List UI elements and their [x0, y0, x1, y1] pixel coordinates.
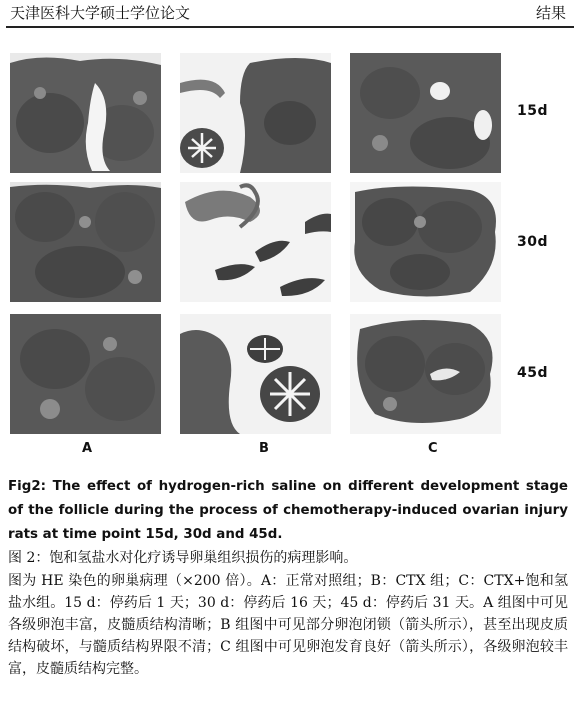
- micrograph-b-15d: [180, 53, 331, 173]
- column-label-b: B: [259, 441, 269, 456]
- micrograph-c-45d: [350, 314, 501, 434]
- micrograph-a-45d: [10, 314, 161, 434]
- micrograph-a-30d: [10, 182, 161, 302]
- figure-caption-chinese-body: 图为 HE 染色的卵巢病理（×200 倍）。A：正常对照组；B：CTX 组；C：CTX+饱和氢盐水组。15 d：停药后 1 天；30 d：停药后 16 天；45 d：停药后 31 天。A 组图中可见各级卵泡丰富，皮髓质结构清晰；B 组图中可见部分卵泡闭锁（箭头所示），甚至出现皮质结构破坏，与髓质结构界限不清；C 组图中可见卵泡发育良好（箭头所示），各级卵泡较丰富，皮髓质结构完整。: [8, 573, 568, 677]
- micrograph-c-15d: [350, 53, 501, 173]
- running-header: [6, 0, 574, 28]
- row-label-30d: 30d: [517, 234, 549, 250]
- header-section-title: 结果: [535, 4, 566, 22]
- column-label-a: A: [82, 441, 93, 456]
- header-university-title: 天津医科大学硕士学位论文: [10, 4, 191, 22]
- micrograph-a-15d: [10, 53, 161, 173]
- figure-caption-english: Fig2: The effect of hydrogen-rich saline on different development stage of the follicle during the process of chemotherapy-induced ovarian injury rats at time point 15d, 30d and 45d.: [8, 479, 568, 542]
- micrograph-b-45d: [180, 314, 331, 434]
- row-label-15d: 15d: [517, 103, 549, 119]
- figure-caption-chinese-title: 图 2：饱和氢盐水对化疗诱导卵巢组织损伤的病理影响。: [8, 550, 358, 566]
- row-label-45d: 45d: [517, 365, 549, 381]
- micrograph-b-30d: [180, 182, 331, 302]
- column-label-c: C: [428, 441, 438, 456]
- micrograph-c-30d: [350, 182, 501, 302]
